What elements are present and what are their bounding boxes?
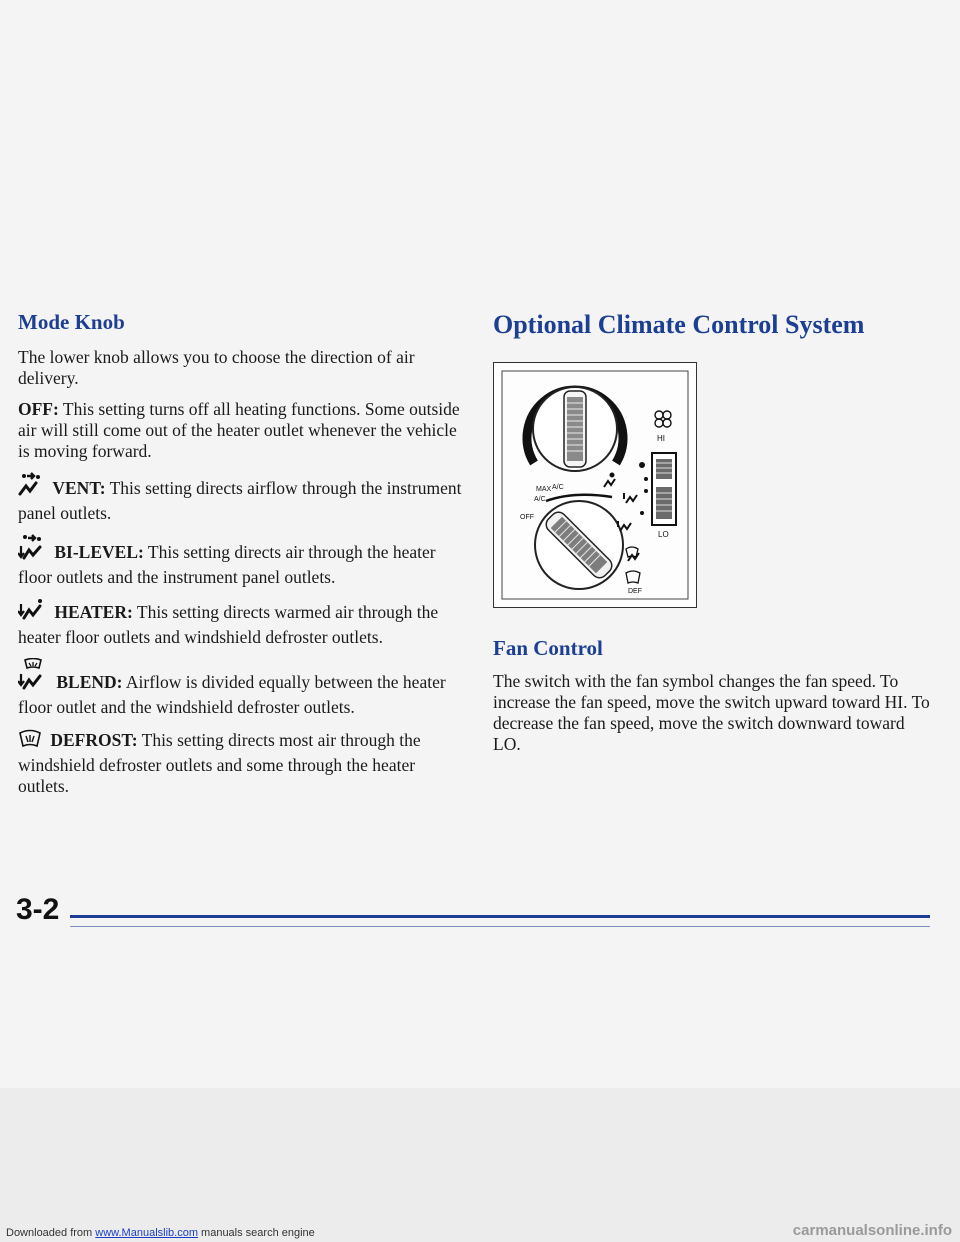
vent-icon	[18, 472, 44, 503]
defrost-paragraph	[18, 728, 463, 797]
defrost-icon	[18, 728, 42, 755]
vent-term: VENT:	[52, 478, 106, 498]
blend-term: BLEND:	[56, 672, 123, 692]
heater-paragraph	[18, 598, 463, 648]
right-column	[493, 310, 933, 765]
fan-control-heading: Fan Control	[493, 636, 603, 660]
max-label: MAX	[536, 486, 552, 493]
off-label: OFF	[520, 514, 534, 521]
def-label: DEF	[628, 588, 642, 595]
off-term: OFF:	[18, 399, 59, 419]
heater-icon	[18, 598, 46, 627]
bi-level-term: BI-LEVEL:	[54, 542, 144, 562]
vent-paragraph	[18, 472, 463, 524]
off-text: This setting turns off all heating functions. Some outside air will still come out of the heater outlet whenever the vehicle is moving forward.	[18, 399, 460, 461]
mode-knob-heading: Mode Knob	[18, 310, 125, 334]
left-column	[18, 310, 463, 807]
credit-prefix: Downloaded from	[6, 1227, 96, 1239]
heater-term: HEATER:	[54, 602, 133, 622]
defrost-term: DEFROST:	[50, 730, 138, 750]
climate-control-heading: Optional Climate Control System	[493, 310, 865, 339]
climate-control-panel-figure	[493, 362, 697, 608]
lo-label: LO	[658, 530, 669, 539]
page-number: 3-2	[16, 893, 60, 926]
hi-label: HI	[657, 434, 665, 443]
bottom-margin	[0, 1088, 960, 1242]
climate-panel-illustration	[494, 363, 696, 607]
bi-level-text: This setting directs air through the heater floor outlets and the instrument panel outlets.	[18, 542, 436, 587]
footer-rule	[70, 915, 930, 918]
ac-label: A/C	[534, 496, 546, 503]
ac-top-label: A/C	[552, 484, 564, 491]
fan-control-text: The switch with the fan symbol changes the fan speed. To increase the fan speed, move the switch upward toward HI. To decrease the fan speed, move the switch downward toward LO.	[493, 671, 930, 754]
credit-suffix: manuals search engine	[197, 1227, 315, 1239]
blend-paragraph	[18, 658, 463, 718]
defrost-text: This setting directs most air through the windshield defroster outlets and some through the heater outlets.	[18, 730, 421, 796]
blend-icon	[18, 658, 48, 697]
download-credit	[6, 1227, 315, 1239]
off-paragraph	[18, 399, 463, 462]
blend-text: Airflow is divided equally between the heater floor outlet and the windshield defroster outlets.	[18, 672, 446, 717]
footer-rule-thin	[70, 926, 930, 927]
watermark: carmanualsonline.info	[792, 1222, 952, 1239]
manualslib-link[interactable]: www.Manualslib.com	[95, 1227, 198, 1239]
heater-text: This setting directs warmed air through the heater floor outlets and windshield defroster outlets.	[18, 602, 439, 647]
bi-level-icon	[18, 534, 46, 567]
bi-level-paragraph	[18, 534, 463, 588]
mode-knob-intro: The lower knob allows you to choose the direction of air delivery.	[18, 347, 415, 388]
vent-text: This setting directs airflow through the instrument panel outlets.	[18, 478, 462, 523]
